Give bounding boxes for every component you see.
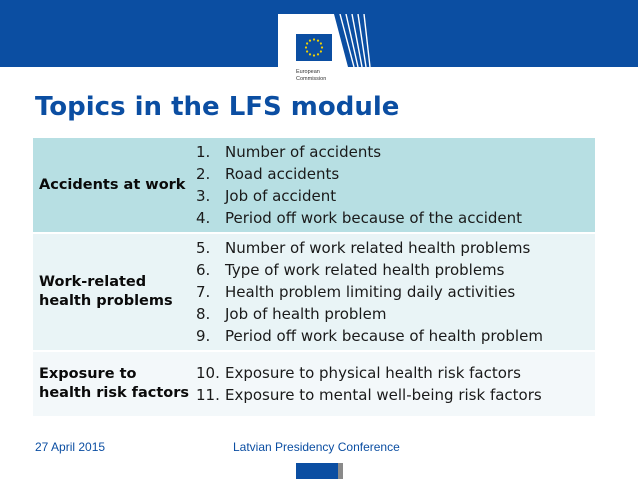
items-cell: [191, 233, 595, 351]
footer-date: 27 April 2015: [35, 440, 106, 454]
list-item: 6. Type of work related health problems: [196, 261, 505, 279]
ec-logo-text: European Commission: [296, 69, 327, 82]
list-item: 4. Period off work because of the accident: [196, 209, 522, 227]
topic-list: [191, 234, 595, 350]
list-item: 7. Health problem limiting daily activities: [196, 283, 516, 301]
list-item: 1. Number of accidents: [196, 143, 382, 161]
items-cell: [191, 351, 595, 417]
category-cell: Work-related health problems: [33, 233, 191, 351]
list-item: 5. Number of work related health problems: [196, 239, 531, 257]
list-item: 11. Exposure to mental well-being risk factors: [196, 386, 542, 404]
footer-conference: Latvian Presidency Conference: [233, 440, 400, 454]
table-row: [33, 233, 595, 351]
list-item: 10. Exposure to physical health risk factors: [196, 364, 521, 382]
topics-table: [33, 138, 595, 418]
topic-list: [191, 138, 595, 232]
ec-building-icon: [278, 14, 374, 67]
list-item: 8. Job of health problem: [196, 305, 387, 323]
table-row: [33, 351, 595, 417]
list-item: 9. Period off work because of health problem: [196, 327, 543, 345]
eu-flag-icon: [296, 463, 343, 479]
category-cell: Exposure to health risk factors: [33, 351, 191, 417]
category-cell: Accidents at work: [33, 138, 191, 233]
slide-title: Topics in the LFS module: [35, 92, 400, 122]
european-commission-logo: [278, 14, 374, 94]
items-cell: [191, 138, 595, 233]
list-item: 3. Job of accident: [196, 187, 337, 205]
list-item: 2. Road accidents: [196, 165, 340, 183]
table-row: [33, 138, 595, 233]
topic-list: [191, 359, 595, 409]
